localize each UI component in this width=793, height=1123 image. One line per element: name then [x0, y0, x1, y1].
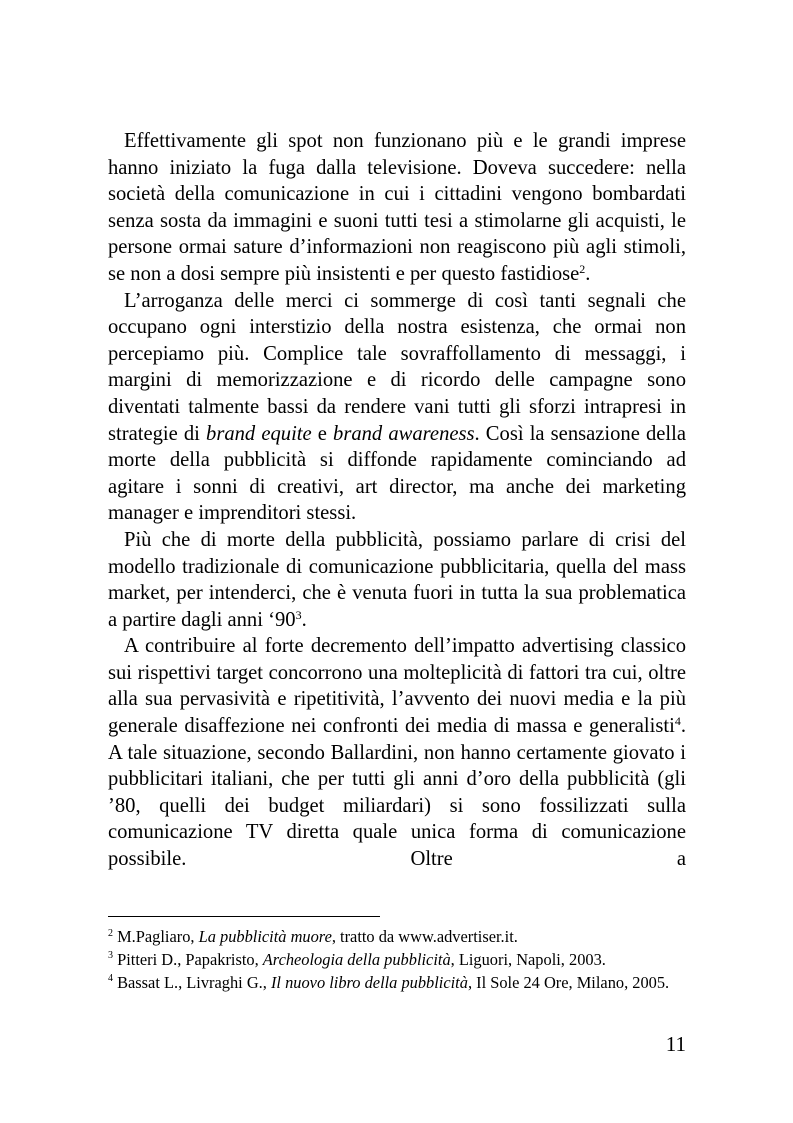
footnote-number: 4: [108, 973, 113, 985]
footnote-text: Bassat L., Livraghi G.,: [113, 972, 271, 992]
text-run: e: [311, 422, 334, 445]
text-run: . Così la sensazione della morte della pubblicità si diffonde rapidamente cominciando ad agitare i sonni di creativi, art director, ma anche dei marketing manager e imprenditori stessi.: [108, 422, 687, 525]
footnote-text: , tratto da www.advertiser.it.: [331, 927, 518, 946]
document-page: [108, 128, 687, 1056]
footnote-ref: 3: [295, 607, 302, 622]
paragraph: [108, 128, 686, 288]
text-run: A contribuire al forte decremento dell’impatto advertising classico sui rispettivi target concorrono una molteplicità di fattori tra cui, oltre alla sua pervasività e ripetitività, l’avvento dei nuovi media e la più generale disaffezione nei confronti dei media di massa e generalisti: [108, 635, 686, 738]
footnote-number: 3: [108, 950, 113, 962]
footnote-title: Archeologia della pubblicità: [262, 949, 451, 969]
text-run: .: [585, 262, 591, 285]
text-run: .: [301, 608, 307, 631]
footnote-text: , Liguori, Napoli, 2003.: [450, 949, 606, 969]
page-number: 11: [665, 1032, 686, 1056]
footnote-separator: [108, 916, 380, 917]
footnote-title: La pubblicità muore: [198, 927, 332, 946]
body-text: [108, 128, 686, 873]
paragraph: [108, 633, 686, 872]
footnote-ref: 2: [579, 262, 586, 277]
italic-term: brand equite: [206, 422, 312, 445]
footnotes: [108, 926, 686, 994]
footnote-ref: 4: [674, 714, 681, 729]
footnote: [108, 926, 686, 949]
footnote: [108, 949, 686, 972]
footnote-text: Pitteri D., Papakristo,: [113, 949, 263, 969]
footnote: [108, 972, 686, 995]
paragraph: [108, 288, 686, 527]
italic-term: brand awareness: [333, 422, 475, 445]
footnote-title: Il nuovo libro della pubblicità: [270, 972, 468, 992]
text-run: L’arroganza delle merci ci sommerge di così tanti segnali che occupano ogni interstizio della nostra esistenza, che ormai non percepiamo più. Complice tale sovraffollamento di messaggi, i margini di memorizzazione e di ricordo delle campagne sono diventati talmente bassi da rendere vani tutti gli sforzi intrapresi in strategie di: [108, 289, 686, 445]
text-run: . A tale situazione, secondo Ballardini, non hanno certamente giovato i pubblicitari italiani, che per tutti gli anni d’oro della pubblicità (gli ’80, quelli dei budget miliardari) si sono fossilizzati sulla comunicazione TV diretta quale unica forma di comunicazione possibile. Oltre a: [108, 715, 686, 871]
footnote-number: 2: [108, 927, 113, 939]
footnote-text: M.Pagliaro,: [113, 927, 199, 946]
footnote-text: , Il Sole 24 Ore, Milano, 2005.: [467, 972, 670, 992]
text-run: Più che di morte della pubblicità, possiamo parlare di crisi del modello tradizionale di comunicazione pubblicitaria, quella del mass market, per intenderci, che è venuta fuori in tutta la sua problematica a partire dagli anni ‘90: [108, 528, 686, 631]
paragraph: [108, 527, 686, 633]
text-run: Effettivamente gli spot non funzionano più e le grandi imprese hanno iniziato la fuga dalla televisione. Doveva succedere: nella società della comunicazione in cui i cittadini vengono bombardati senza sosta da immagini e suoni tutti tesi a stimolarne gli acquisti, le persone ormai sature d’informazioni non reagiscono più agli stimoli, se non a dosi sempre più insistenti e per questo fastidiose: [108, 130, 686, 285]
